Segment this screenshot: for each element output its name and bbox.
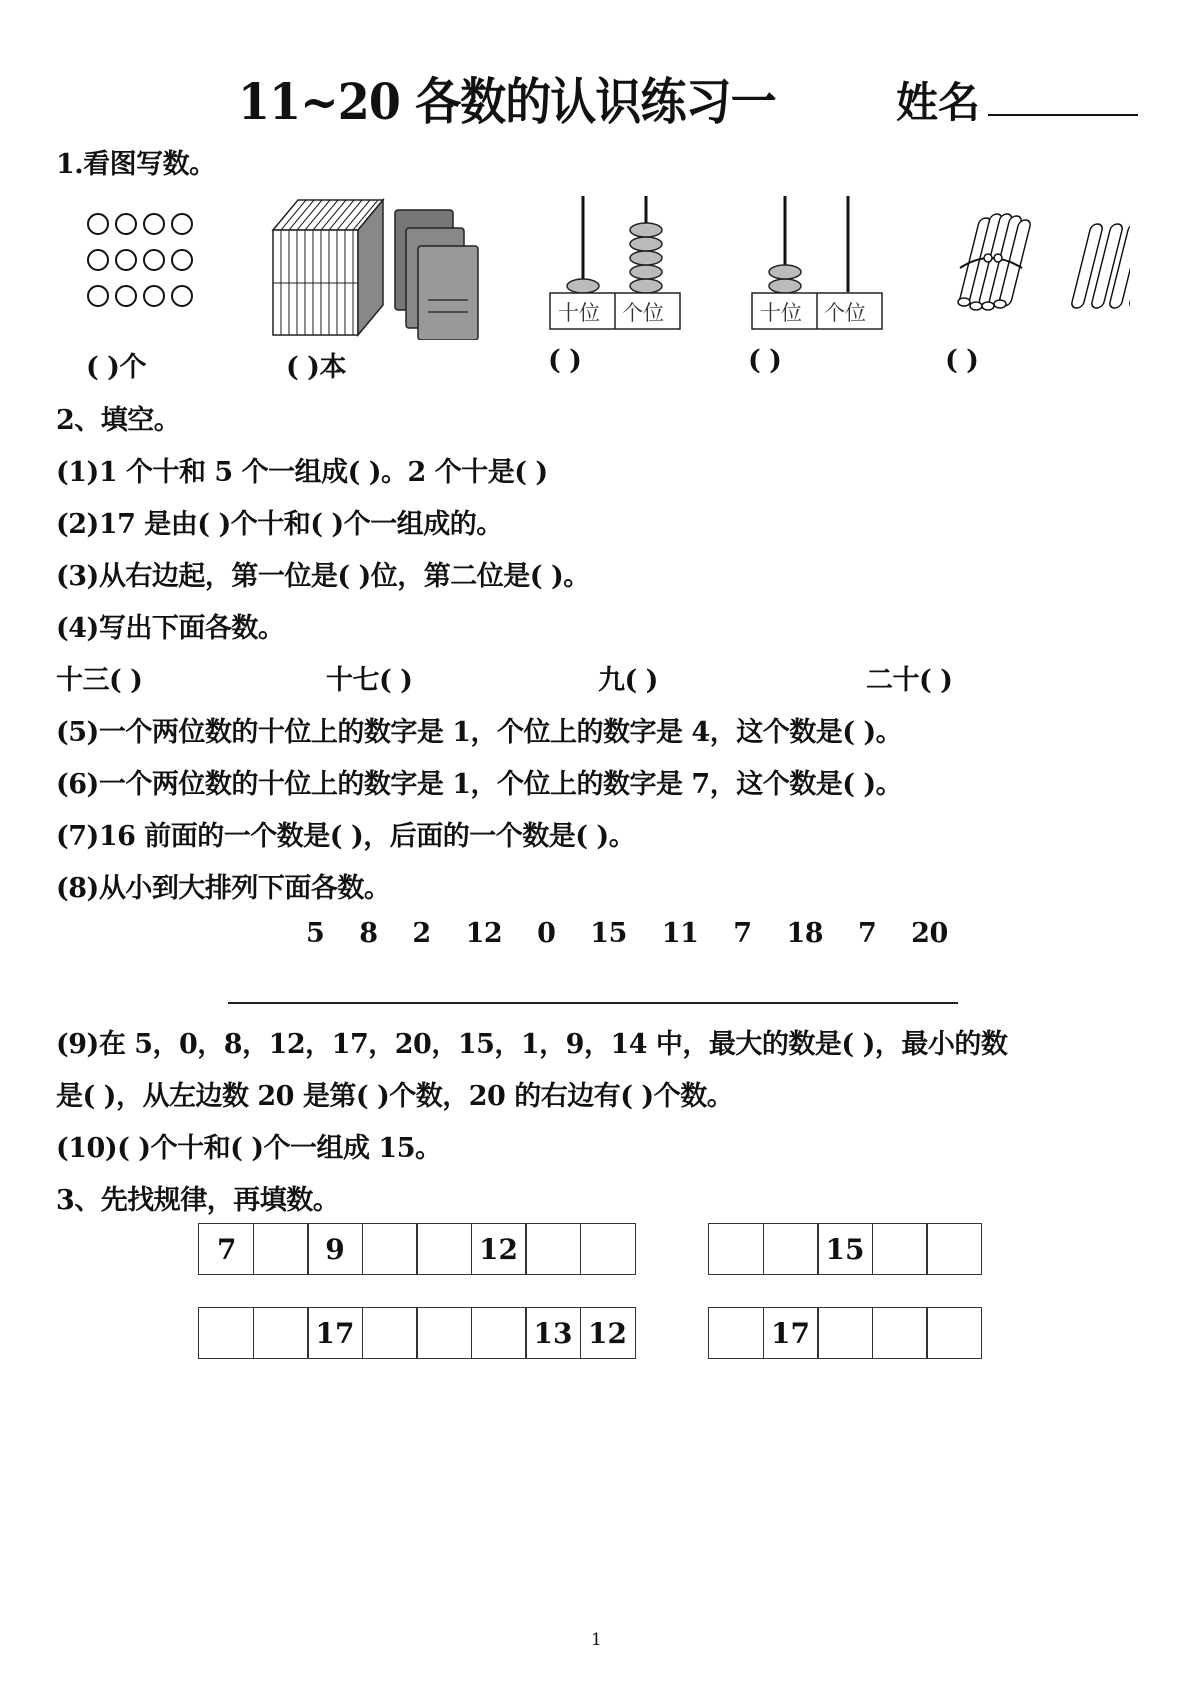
pattern-cell[interactable] [926, 1223, 982, 1275]
question-4: (4)写出下面各数。 [56, 613, 285, 644]
pattern-cell[interactable]: 17 [763, 1307, 819, 1359]
question-6[interactable]: (6)一个两位数的十位上的数字是 1，个位上的数字是 7，这个数是( )。 [56, 769, 903, 800]
pattern-cell[interactable]: 13 [525, 1307, 581, 1359]
pattern-cell[interactable] [362, 1307, 418, 1359]
question-8: (8)从小到大排列下面各数。 [56, 873, 391, 904]
pattern-grid-4 [708, 1307, 982, 1359]
section1-heading: 1.看图写数。 [56, 149, 216, 180]
pattern-cell[interactable] [525, 1223, 581, 1275]
pattern-cell[interactable]: 9 [307, 1223, 363, 1275]
seq-number: 0 [537, 918, 556, 949]
pattern-cell[interactable] [253, 1307, 309, 1359]
page-number: 1 [591, 1630, 602, 1650]
seq-number: 15 [590, 918, 627, 949]
question-10[interactable]: (10)( )个十和( )个一组成 15。 [56, 1133, 442, 1164]
pattern-cell[interactable]: 7 [198, 1223, 254, 1275]
pattern-cell[interactable] [872, 1223, 928, 1275]
abacus-ones-label: 个位 [824, 301, 866, 325]
pattern-cell[interactable] [580, 1223, 636, 1275]
pattern-cell[interactable] [708, 1307, 764, 1359]
pattern-cell[interactable] [253, 1223, 309, 1275]
question-9-line1[interactable]: (9)在 5，0，8，12，17，20，15，1，9，14 中，最大的数是( )，最小的数 [56, 1029, 1008, 1060]
pattern-grid-1 [198, 1223, 636, 1275]
pattern-cell[interactable] [872, 1307, 928, 1359]
page-title: 11~20 各数的认识练习一 [238, 72, 776, 131]
seq-number: 20 [911, 918, 948, 949]
seq-number: 7 [857, 918, 877, 949]
sticks-bundle-icon [950, 210, 1130, 320]
seq-number: 2 [412, 918, 431, 949]
abacus-tens-label: 十位 [760, 301, 802, 325]
answer-blank-books[interactable]: ( )本 [286, 352, 346, 383]
pattern-cell[interactable]: 15 [817, 1223, 873, 1275]
pattern-cell[interactable]: 12 [580, 1307, 636, 1359]
seq-number: 11 [661, 918, 699, 949]
question-5[interactable]: (5)一个两位数的十位上的数字是 1，个位上的数字是 4，这个数是( )。 [56, 717, 903, 748]
answer-blank-circles[interactable]: ( )个 [86, 352, 146, 383]
pattern-cell[interactable] [416, 1307, 472, 1359]
pattern-cell[interactable] [362, 1223, 418, 1275]
pattern-grid-2 [708, 1223, 982, 1275]
question-3[interactable]: (3)从右边起，第一位是( )位，第二位是( )。 [56, 561, 590, 592]
question-9-line2[interactable]: 是( )，从左边数 20 是第( )个数，20 的右边有( )个数。 [56, 1081, 734, 1112]
seq-number: 18 [786, 918, 824, 949]
q4-item-13[interactable]: 十三( ) [56, 665, 143, 696]
abacus-ones-label: 个位 [622, 301, 664, 325]
seq-number: 5 [306, 918, 325, 949]
number-sequence [306, 918, 974, 949]
name-input-line[interactable] [988, 114, 1138, 116]
pattern-cell[interactable]: 12 [471, 1223, 527, 1275]
pattern-cell[interactable] [471, 1307, 527, 1359]
answer-blank-abacus-1[interactable]: ( ) [548, 345, 582, 376]
abacus-tens-label: 十位 [558, 301, 600, 325]
name-label: 姓名 [896, 78, 981, 127]
answer-blank-abacus-2[interactable]: ( ) [748, 345, 782, 376]
pattern-cell[interactable] [198, 1307, 254, 1359]
pattern-cell[interactable]: 17 [307, 1307, 363, 1359]
q4-item-17[interactable]: 十七( ) [326, 665, 413, 696]
pattern-cell[interactable] [416, 1223, 472, 1275]
sort-answer-line[interactable] [228, 1002, 958, 1004]
q4-item-20[interactable]: 二十( ) [866, 665, 953, 696]
seq-number: 12 [465, 918, 503, 949]
books-bundle-icon [268, 190, 488, 340]
seq-number: 7 [733, 918, 752, 949]
section2-heading: 2、填空。 [56, 405, 181, 436]
pattern-cell[interactable] [926, 1307, 982, 1359]
seq-number: 8 [359, 918, 378, 949]
pattern-grid-3 [198, 1307, 636, 1359]
pattern-cell[interactable] [708, 1223, 764, 1275]
circles-grid-icon [86, 212, 204, 308]
q4-item-9[interactable]: 九( ) [598, 665, 658, 696]
section3-heading: 3、先找规律，再填数。 [56, 1185, 340, 1216]
question-7[interactable]: (7)16 前面的一个数是( )，后面的一个数是( )。 [56, 821, 636, 852]
pattern-cell[interactable] [817, 1307, 873, 1359]
answer-blank-sticks[interactable]: ( ) [945, 345, 979, 376]
question-2[interactable]: (2)17 是由( )个十和( )个一组成的。 [56, 509, 503, 540]
question-1[interactable]: (1)1 个十和 5 个一组成( )。2 个十是( ) [56, 457, 548, 488]
pattern-cell[interactable] [763, 1223, 819, 1275]
